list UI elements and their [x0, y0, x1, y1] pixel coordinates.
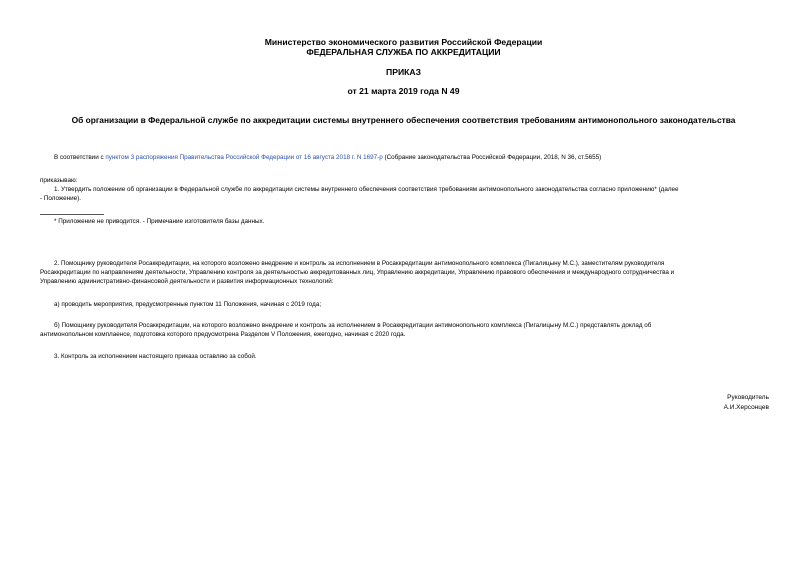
document-type: ПРИКАЗ — [386, 67, 421, 77]
item-2b — [40, 322, 767, 340]
item-2b-line-2: антимонопольном комплаенсе, подготовка которого предусмотрена Разделом V Положения, ежегодно, начиная с 2020 года. — [40, 330, 406, 338]
document-date-number: от 21 марта 2019 года N 49 — [347, 86, 460, 96]
item-2-line-1: 2. Помощнику руководителя Росаккредитации, на которого возложено внедрение и контроль за исполнением в Росаккредитации антимонопольного комплекса (Пигалицыну М.С.), заместителям руководителя — [54, 260, 665, 267]
item-2-line-2: Росаккредитации по направлениям деятельности, Управлению контроля за деятельностью аккредитованных лиц, Управлению аккредитации, Управлению правового обеспечения и международного сотрудничества и — [40, 268, 675, 276]
item-2a: а) проводить мероприятия, предусмотренные пунктом 11 Положения, начиная с 2019 года; — [54, 301, 322, 308]
footnote-divider — [40, 214, 104, 215]
preamble-suffix: (Собрание законодательства Российской Федерации, 2018, N 36, ст.5655) — [382, 154, 602, 161]
signature-position: Руководитель — [727, 394, 769, 401]
item-1 — [40, 186, 767, 204]
preamble — [54, 154, 601, 163]
item-2-line-3: Управлению административно-финансовой деятельности и развития информационных технологий: — [40, 277, 334, 285]
footnote: * Приложение не приводится. - Примечание изготовителя базы данных. — [54, 218, 265, 225]
preamble-prefix: В соответствии с — [54, 154, 106, 161]
item-1-line-1: 1. Утвердить положение об организации в Федеральной службе по аккредитации системы внутреннего обеспечения соответствия требованиям антимонопольного законодательства согласно приложению* (далее — [54, 186, 679, 193]
item-2b-line-1: б) Помощнику руководителя Росаккредитации, на которого возложено внедрение и контроль за исполнением в Росаккредитации антимонопольного комплекса (Пигалицыну М.С.) представлять доклад об — [54, 322, 652, 329]
signature-name: А.И.Херсонцев — [723, 404, 769, 411]
document-title: Об организации в Федеральной службе по аккредитации системы внутреннего обеспечения соответствия требованиям антимонопольного законодательства — [71, 115, 736, 125]
item-1-line-2: - Положение). — [40, 194, 81, 202]
ministry-name: Министерство экономического развития Российской Федерации — [264, 37, 543, 47]
item-3: 3. Контроль за исполнением настоящего приказа оставляю за собой. — [54, 353, 257, 360]
preamble-law-link[interactable]: пунктом 3 распоряжения Правительства Российской Федерации от 16 августа 2018 г. N 1697-р — [105, 154, 383, 161]
order-word: приказываю: — [40, 177, 78, 184]
item-2 — [40, 260, 767, 287]
service-name: ФЕДЕРАЛЬНАЯ СЛУЖБА ПО АККРЕДИТАЦИИ — [306, 47, 501, 57]
